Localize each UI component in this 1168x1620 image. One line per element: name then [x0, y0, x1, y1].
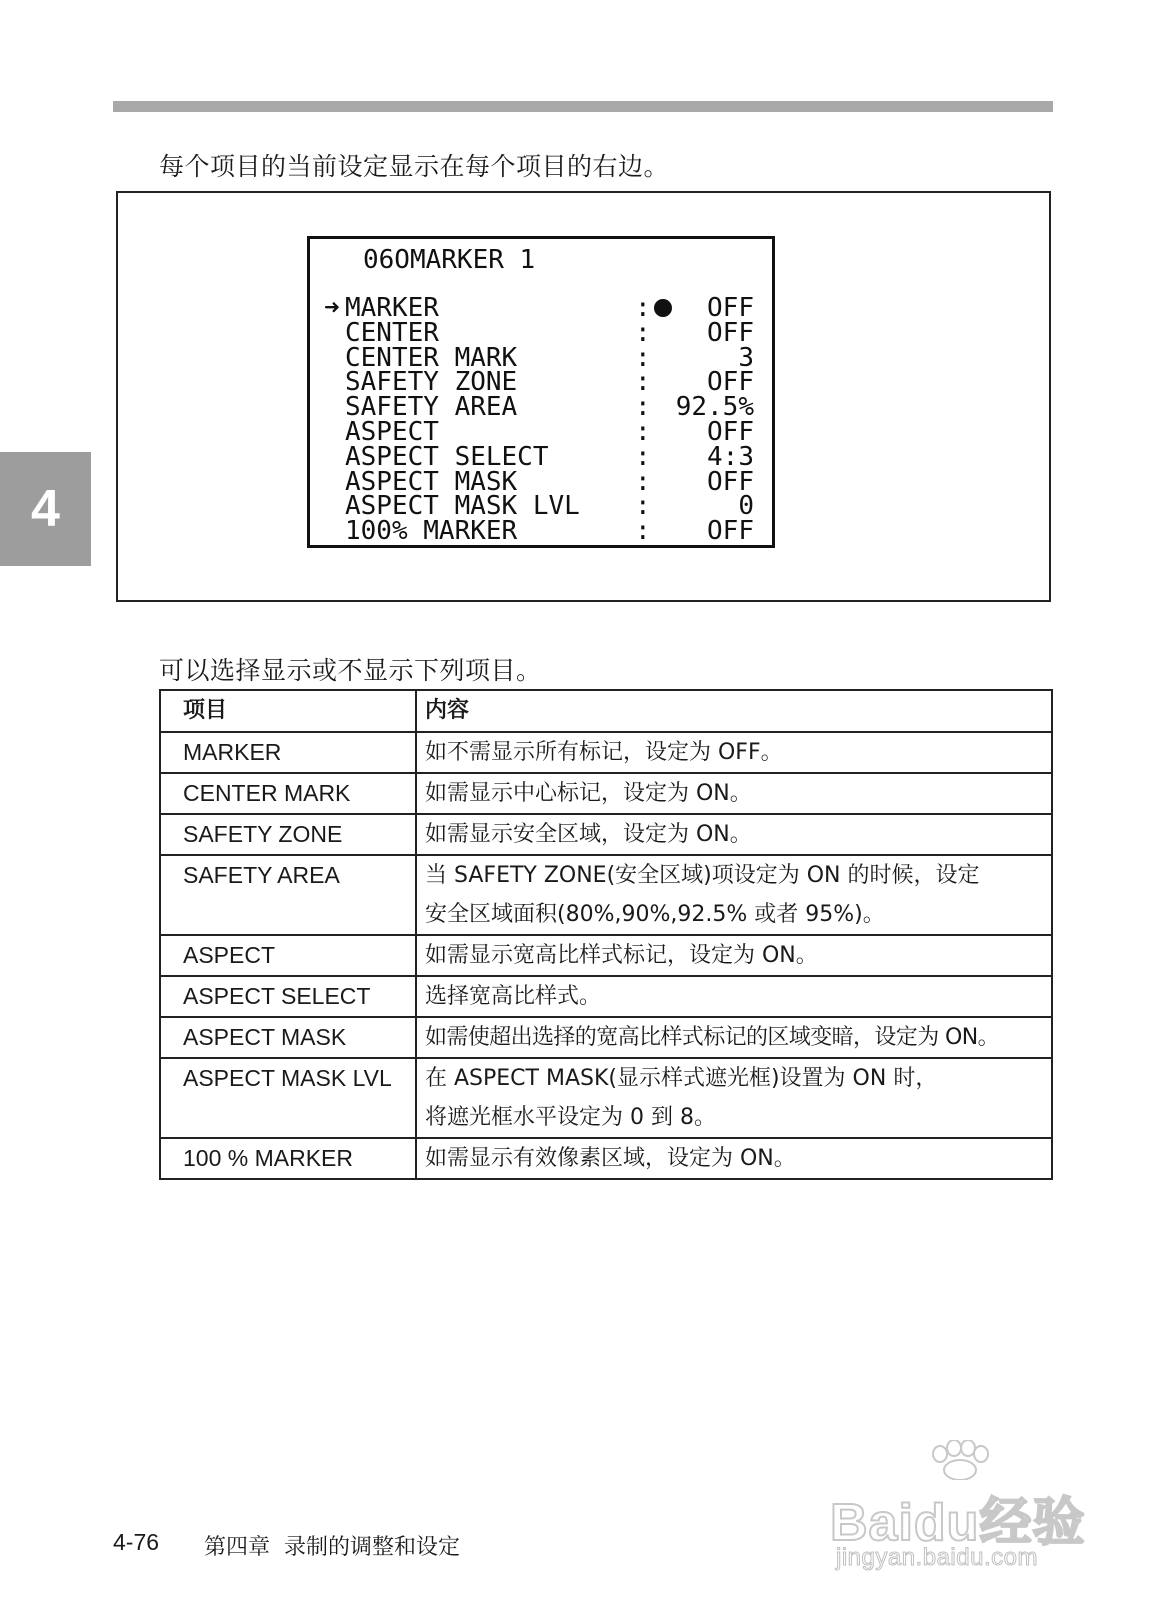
- cell-item: ASPECT SELECT: [160, 976, 416, 1017]
- table-row: [160, 773, 1052, 814]
- cell-item: ASPECT MASK: [160, 1017, 416, 1058]
- menu-colon: :: [635, 367, 651, 398]
- intro-text: 每个项目的当前设定显示在每个项目的右边。: [159, 152, 670, 181]
- menu-value: OFF: [707, 293, 754, 323]
- table-row: [160, 1017, 1052, 1058]
- table-row: [160, 935, 1052, 976]
- menu-label: 100% MARKER: [345, 516, 518, 547]
- menu-value: 92.5%: [675, 392, 754, 423]
- menu-value: OFF: [707, 367, 754, 398]
- menu-value: OFF: [707, 416, 754, 447]
- changed-dot-icon: [654, 299, 672, 317]
- menu-colon: :: [635, 342, 651, 373]
- menu-label: ASPECT: [345, 416, 439, 447]
- table-row: [160, 1138, 1052, 1179]
- menu-value: OFF: [707, 317, 754, 348]
- table-row: [160, 976, 1052, 1017]
- menu-label: MARKER: [345, 293, 439, 323]
- menu-colon: :: [635, 392, 651, 423]
- header-desc: 内容: [416, 690, 1052, 732]
- cell-desc: 如需显示安全区域，设定为 ON。: [416, 814, 1052, 855]
- cell-desc: [416, 1058, 1052, 1138]
- menu-label: ASPECT MASK: [345, 466, 518, 497]
- cell-desc: 如需使超出选择的宽高比样式标记的区域变暗，设定为 ON。: [416, 1017, 1052, 1058]
- top-rule: [113, 101, 1053, 112]
- watermark-sub: jingyan.baidu.com: [836, 1544, 1038, 1571]
- menu-value: 3: [738, 342, 754, 373]
- cell-desc: 如需显示宽高比样式标记，设定为 ON。: [416, 935, 1052, 976]
- header-item: 项目: [160, 690, 416, 732]
- cell-desc: 如需显示有效像素区域，设定为 ON。: [416, 1138, 1052, 1179]
- menu-label: CENTER: [345, 317, 439, 348]
- cell-desc: [416, 855, 1052, 935]
- table-row: [160, 814, 1052, 855]
- table-header-row: [160, 690, 1052, 732]
- table-row: [160, 732, 1052, 773]
- menu-colon: :: [635, 466, 651, 497]
- cursor-arrow-icon: ➜: [324, 293, 340, 323]
- cell-desc: 如需显示中心标记，设定为 ON。: [416, 773, 1052, 814]
- menu-row-100-marker: [324, 516, 754, 547]
- menu-row-aspect-select: [324, 441, 754, 472]
- cell-desc: 选择宽高比样式。: [416, 976, 1052, 1017]
- items-table: [159, 689, 1053, 1180]
- cell-item: SAFETY AREA: [160, 855, 416, 935]
- chapter-tab: 4: [0, 452, 91, 566]
- cell-desc-line: 安全区域面积(80%,90%,92.5% 或者 95%)。: [425, 902, 885, 927]
- cell-item: CENTER MARK: [160, 773, 416, 814]
- marker-menu: [307, 236, 775, 548]
- menu-colon: :: [635, 416, 651, 447]
- menu-label: ASPECT SELECT: [345, 441, 549, 472]
- menu-value: 4:3: [707, 441, 754, 472]
- cell-item: ASPECT MASK LVL: [160, 1058, 416, 1138]
- menu-title: 06OMARKER 1: [363, 245, 536, 275]
- menu-rows: [324, 293, 754, 547]
- cell-desc-line: 在 ASPECT MASK(显示样式遮光框)设置为 ON 时，: [425, 1066, 938, 1091]
- menu-colon: :: [635, 516, 651, 547]
- chapter-title: 第四章 录制的调整和设定: [204, 1535, 460, 1560]
- menu-label: SAFETY AREA: [345, 392, 518, 423]
- menu-label: SAFETY ZONE: [345, 367, 518, 398]
- menu-value: 0: [738, 491, 754, 522]
- menu-colon: :: [635, 491, 651, 522]
- menu-colon: :: [635, 293, 651, 323]
- cell-item: SAFETY ZONE: [160, 814, 416, 855]
- menu-label: CENTER MARK: [345, 342, 518, 373]
- paw-logo-icon: [920, 1440, 1000, 1480]
- table-row: [160, 1058, 1052, 1138]
- cell-desc: 如不需显示所有标记，设定为 OFF。: [416, 732, 1052, 773]
- menu-value: OFF: [707, 466, 754, 497]
- menu-value: OFF: [707, 516, 754, 547]
- cell-desc-line: 将遮光框水平设定为 0 到 8。: [425, 1105, 716, 1130]
- menu-label: ASPECT MASK LVL: [345, 491, 580, 522]
- page-number: 4-76: [113, 1529, 160, 1555]
- cell-item: ASPECT: [160, 935, 416, 976]
- cell-item: MARKER: [160, 732, 416, 773]
- table-row: [160, 855, 1052, 935]
- watermark-main: Baidu经验: [830, 1494, 1086, 1552]
- menu-colon: :: [635, 441, 651, 472]
- menu-row-center: [324, 317, 754, 348]
- subhead: 可以选择显示或不显示下列项目。: [159, 656, 542, 685]
- menu-colon: :: [635, 317, 651, 348]
- watermark: [830, 1440, 1100, 1571]
- cell-item: 100 % MARKER: [160, 1138, 416, 1179]
- cell-desc-line: 当 SAFETY ZONE(安全区域)项设定为 ON 的时候，设定: [425, 863, 980, 888]
